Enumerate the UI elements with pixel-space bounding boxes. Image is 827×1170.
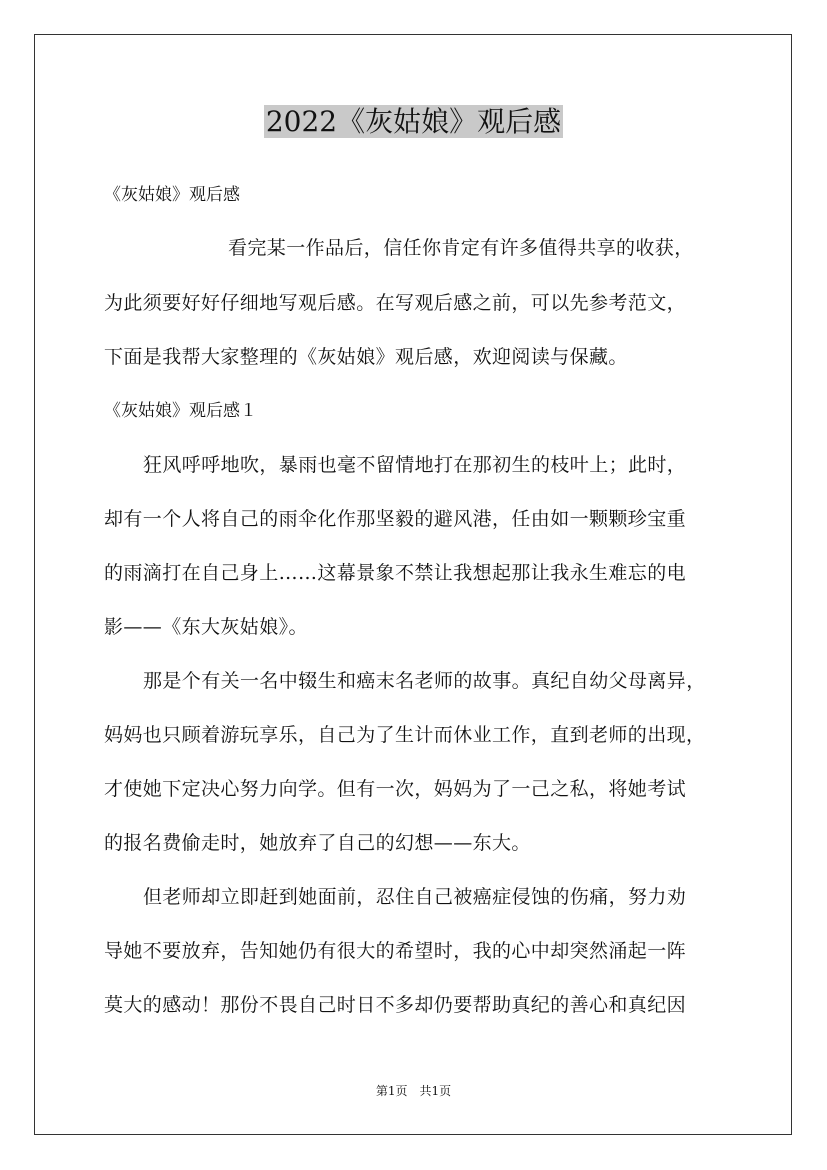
paragraph-line: 影——《东大灰姑娘》。: [104, 616, 308, 638]
document-title: [0, 100, 827, 144]
subtitle-line: 《灰姑娘》观后感: [104, 185, 240, 205]
paragraph-line: 那是个有关一名中辍生和癌末名老师的故事。真纪自幼父母离异，: [143, 670, 706, 692]
intro-line-2: 为此须要好好仔细地写观后感。在写观后感之前，可以先参考范文，: [104, 292, 687, 314]
paragraph-line: 导她不要放弃，告知她仍有很大的希望时，我的心中却突然涌起一阵: [104, 940, 687, 962]
paragraph-line: 的雨滴打在自己身上……这幕景象不禁让我想起那让我永生难忘的电: [104, 562, 687, 584]
section-heading: 《灰姑娘》观后感１: [104, 401, 257, 421]
paragraph-line: 狂风呼呼地吹，暴雨也毫不留情地打在那初生的枝叶上；此时，: [143, 454, 687, 476]
paragraph-line: 才使她下定决心努力向学。但有一次，妈妈为了一己之私，将她考试: [104, 778, 687, 800]
intro-line-3: 下面是我帮大家整理的《灰姑娘》观后感，欢迎阅读与保藏。: [104, 346, 628, 368]
paragraph-line: 但老师却立即赶到她面前，忍住自己被癌症侵蚀的伤痛，努力劝: [143, 886, 687, 908]
paragraph-line: 却有一个人将自己的雨伞化作那坚毅的避风港，任由如一颗颗珍宝重: [104, 508, 687, 530]
page-footer: 第1页 共1页: [375, 1084, 452, 1098]
paragraph-line: 妈妈也只顾着游玩享乐，自己为了生计而休业工作，直到老师的出现，: [104, 724, 706, 746]
paragraph-line: 莫大的感动！那份不畏自己时日不多却仍要帮助真纪的善心和真纪因: [104, 994, 687, 1016]
intro-line-1: 看完某一作品后，信任你肯定有许多值得共享的收获，: [228, 237, 694, 259]
paragraph-line: 的报名费偷走时，她放弃了自己的幻想——东大。: [104, 832, 531, 854]
title-text: 2022《灰姑娘》观后感: [265, 105, 562, 138]
